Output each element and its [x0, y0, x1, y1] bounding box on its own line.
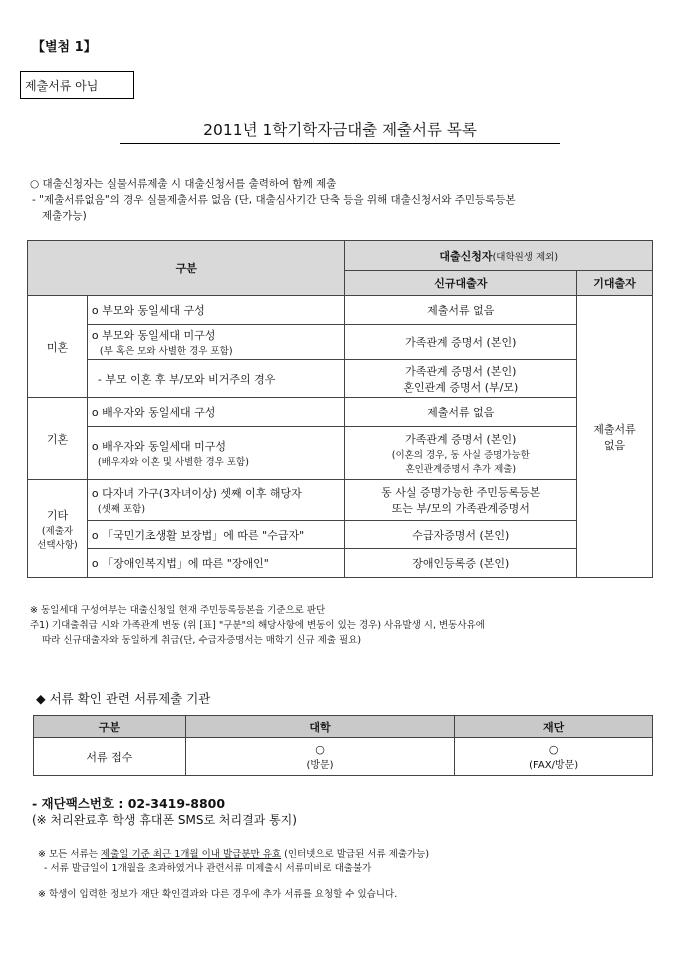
t2-foundation-cell: [455, 738, 653, 776]
university-method: (방문): [306, 759, 334, 771]
note-line-3: 따라 신규대출자와 동일하게 취급(단, 수급자증명서는 매학기 신규 제출 필요): [42, 635, 362, 646]
document-line: 동 사실 증명가능한 주민등록등본: [381, 486, 541, 499]
document-line: 혼인관계증명서 추가 제출): [405, 464, 517, 475]
condition-cell: [87, 325, 345, 360]
section-title: ◆ 서류 확인 관련 서류제출 기관: [36, 691, 211, 706]
document-line: 또는 부/모의 가족관계증명서: [391, 502, 530, 515]
existing-line-2: 없음: [603, 438, 626, 452]
t2-row-label: 서류 접수: [34, 738, 186, 776]
attachment-label: 【별첨 1】: [32, 40, 97, 55]
note-line-2: 주1) 기대출취급 시와 가족관계 변동 (위 [표] "구분"의 해당사항에 변동이 있는 경우) 사유발생 시, 변동사유에: [30, 620, 485, 631]
university-circle-mark: ○: [315, 742, 325, 756]
document-cell: [345, 398, 577, 427]
document-line: 가족관계 증명서 (본인): [405, 364, 517, 378]
condition-line: o 배우자와 동일세대 구성: [91, 406, 216, 419]
document-cell: [345, 549, 577, 578]
document-line: (이혼의 경우, 동 사실 증명가능한: [391, 450, 530, 461]
t2-university-cell: [185, 738, 455, 776]
header-applicant: [345, 241, 653, 271]
existing-line-1: 제출서류: [593, 422, 636, 436]
group-other-line-1: 기타: [46, 508, 69, 522]
group-married: 기혼: [28, 398, 88, 480]
document-line: 혼인관계 증명서 (부/모): [403, 380, 519, 394]
fax-notice: (※ 처리완료후 학생 휴대폰 SMS로 처리결과 통지): [32, 813, 297, 827]
intro-text: [30, 176, 650, 224]
condition-line: o 부모와 동일세대 구성: [91, 304, 205, 317]
footer-line-1: [38, 848, 658, 862]
condition-cell: [87, 398, 345, 427]
group-unmarried: 미혼: [28, 296, 88, 398]
header-applicant-strong: 대출신청자: [439, 249, 493, 263]
condition-subline: (부 혹은 모와 사별한 경우 포함): [99, 346, 233, 357]
group-other: [28, 480, 88, 578]
t2-header-university: 대학: [185, 716, 455, 738]
condition-line: o 다자녀 가구(3자녀이상) 셋째 이후 해당자: [91, 487, 302, 500]
footer-validity-underlined: 제출일 기준 최근 1개월 이내 발급분만 유효: [100, 849, 282, 860]
footer-notes: [38, 848, 658, 902]
document-cell: [345, 427, 577, 480]
document-cell: [345, 296, 577, 325]
condition-cell: [87, 549, 345, 578]
footer-line-1-pre: ※ 모든 서류는: [38, 849, 101, 860]
intro-line-2: - "제출서류없음"의 경우 실물제출서류 없음 (단, 대출심사기간 단축 등을 위해 대출신청서와 주민등록등본: [32, 194, 516, 206]
condition-cell: [87, 427, 345, 480]
intro-line-1: ○ 대출신청자는 실물서류제출 시 대출신청서를 출력하여 함께 제출: [30, 178, 337, 190]
foundation-circle-mark: ○: [548, 742, 559, 756]
not-submission-box: [20, 71, 134, 99]
documents-table: [27, 240, 653, 578]
group-other-line-2: (제출자: [41, 525, 74, 537]
document-cell: [345, 360, 577, 398]
condition-line: o 배우자와 동일세대 미구성: [91, 440, 227, 453]
document-line: 제출서류 없음: [427, 304, 495, 317]
foundation-fax-number: - 재단팩스번호 : 02-3419-8800: [32, 796, 226, 811]
condition-cell: [87, 296, 345, 325]
document-cell: [345, 325, 577, 360]
document-line: 수급자증명서 (본인): [412, 528, 510, 542]
header-new-borrower: 신규대출자: [345, 271, 577, 296]
condition-subline: (배우자와 이혼 및 사별한 경우 포함): [97, 457, 249, 468]
condition-cell: [87, 521, 345, 549]
document-line: 가족관계 증명서 (본인): [405, 433, 517, 446]
footer-line-1-post: (인터넷으로 발급된 서류 제출가능): [281, 849, 430, 860]
condition-line: o 「국민기초생활 보장법」에 따른 "수급자": [91, 528, 305, 542]
existing-borrower-cell: [577, 296, 653, 578]
title-underline: [120, 143, 560, 144]
note-line-1: ※ 동일세대 구성여부는 대출신청일 현재 주민등록등본을 기준으로 판단: [30, 605, 326, 616]
document-line: 장애인등록증 (본인): [412, 557, 510, 570]
condition-cell: [87, 480, 345, 521]
condition-line: o 부모와 동일세대 미구성: [91, 329, 216, 342]
t2-header-foundation: 재단: [455, 716, 653, 738]
header-category: 구분: [28, 241, 345, 296]
footer-line-3: ※ 학생이 입력한 정보가 재단 확인결과와 다른 경우에 추가 서류를 요청할 수 있습니다.: [38, 889, 398, 900]
notes: [30, 603, 660, 648]
document-cell: [345, 521, 577, 549]
not-submission-text: 제출서류 아님: [25, 78, 99, 93]
footer-line-2: - 서류 발급일이 1개월을 초과하였거나 관련서류 미제출시 서류미비로 대출불가: [44, 863, 372, 874]
condition-subline: (셋째 포함): [97, 504, 146, 515]
document-line: 가족관계 증명서 (본인): [405, 336, 517, 349]
intro-line-3: 제출가능): [42, 210, 87, 222]
document-line: 제출서류 없음: [427, 406, 495, 419]
t2-header-category: 구분: [34, 716, 186, 738]
foundation-method: (FAX/방문): [529, 759, 579, 771]
condition-line: o 「장애인복지법」에 따른 "장애인": [91, 557, 269, 570]
document-title: 2011년 1학기학자금대출 제출서류 목록: [203, 121, 477, 139]
condition-line: - 부모 이혼 후 부/모와 비거주의 경우: [97, 372, 276, 386]
group-other-line-3: 선택사항): [37, 539, 78, 551]
header-applicant-paren: (대학원생 제외): [492, 251, 559, 263]
header-existing-borrower: 기대출자: [577, 271, 653, 296]
submission-agency-table: [33, 715, 653, 776]
condition-cell: [87, 360, 345, 398]
document-cell: [345, 480, 577, 521]
